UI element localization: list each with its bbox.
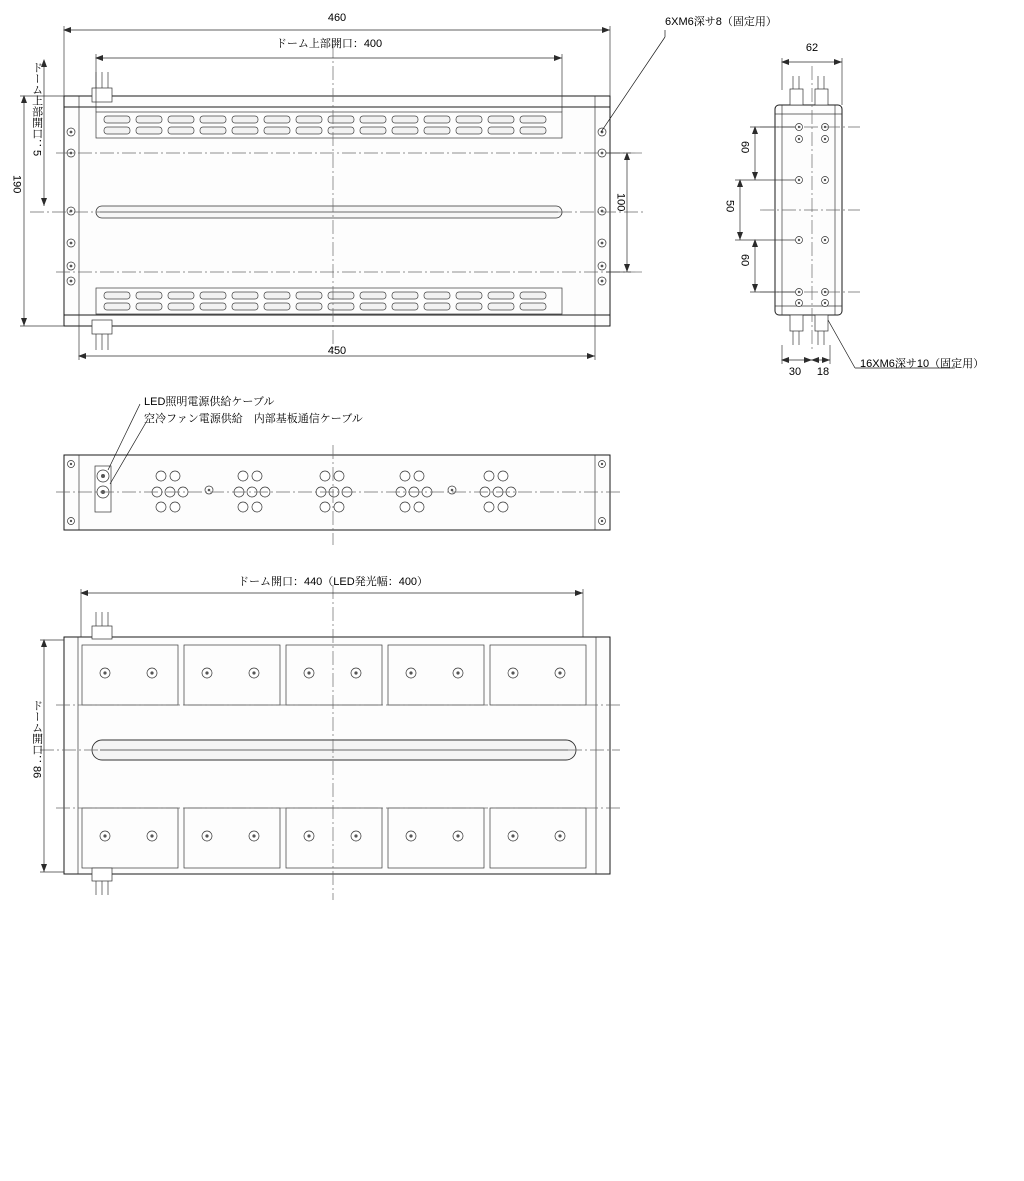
side-cable-glands-bottom	[790, 315, 828, 345]
cable-gland-bottom	[92, 320, 112, 350]
bottom-cable-gland-bottom	[92, 868, 112, 895]
front-view-geometry	[30, 44, 645, 352]
side-view-dimensions	[735, 58, 955, 368]
dim-side-50: 50	[723, 200, 736, 213]
dim-front-dome-top-opening: ドーム上部開口：400	[275, 38, 383, 50]
dim-front-height-left: 190	[10, 175, 23, 194]
side-view-geometry	[760, 66, 860, 352]
dim-front-inner-height: 100	[614, 193, 627, 212]
bottom-view-geometry	[40, 585, 620, 900]
side-cable-glands-top	[790, 76, 828, 105]
cable-gland-top	[92, 72, 112, 102]
dim-side-18: 18	[816, 366, 830, 378]
dim-bottom-dome-opening-left: ドーム開口：86	[30, 700, 43, 779]
note-fan-power-cable: 空冷ファン電源供給 内部基板通信ケーブル	[144, 413, 363, 425]
dim-side-width: 62	[805, 42, 819, 54]
dim-front-overall-bottom: 450	[327, 345, 347, 357]
note-6xm6: 6XM6深サ8（固定用）	[665, 16, 777, 28]
dim-front-dome-top-opening-left: ドーム上部開口：5	[30, 62, 43, 157]
dim-side-30: 30	[788, 366, 802, 378]
note-16xm6: 16XM6深サ10（固定用）	[860, 358, 985, 370]
dim-front-overall-top: 460	[327, 12, 347, 24]
note-led-power-cable: LED照明電源供給ケーブル	[144, 396, 275, 408]
dim-bottom-dome-opening: ドーム開口：440（LED発光幅：400）	[237, 576, 429, 588]
bottom-cable-gland-top	[92, 612, 112, 639]
dim-side-60-top: 60	[738, 141, 751, 154]
dim-side-60-bottom: 60	[738, 254, 751, 267]
rear-cable-gland	[95, 466, 111, 512]
